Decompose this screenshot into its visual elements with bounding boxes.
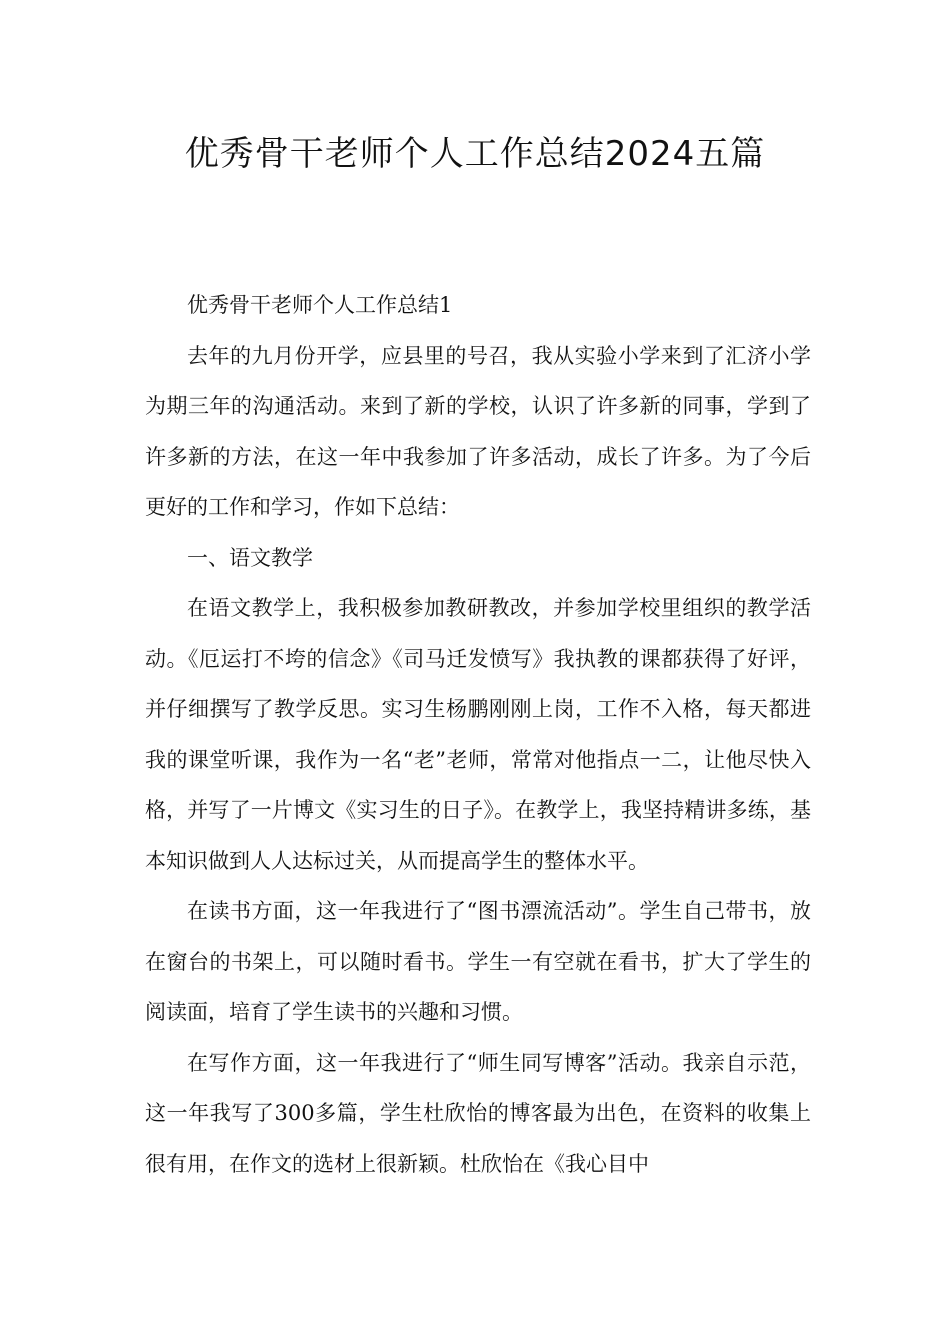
document-title: 优秀骨干老师个人工作总结2024五篇 (184, 134, 766, 174)
paragraph: 在语文教学上，我积极参加教研教改，并参加学校里组织的教学活动。《厄运打不垮的信念》《司马迁发愤写》我执教的课都获得了好评，并仔细撰写了教学反思。实习生杨鹏刚刚上岗，工作不入格，每天都进我的课堂听课，我作为一名“老”老师，常常对他指点一二，让他尽快入格，并写了一片博文《实习生的日子》。在教学上，我坚持精讲多练，基本知识做到人人达标过关，从而提高学生的整体水平。 (145, 596, 811, 873)
paragraph: 在读书方面，这一年我进行了“图书漂流活动”。学生自己带书，放在窗台的书架上，可以随时看书。学生一有空就在看书，扩大了学生的阅读面，培育了学生读书的兴趣和习惯。 (145, 899, 811, 1024)
paragraph: 在写作方面，这一年我进行了“师生同写博客”活动。我亲自示范，这一年我写了300多篇，学生杜欣怡的博客最为出色，在资料的收集上很有用，在作文的选材上很新颖。杜欣怡在《我心目中 (145, 1050, 811, 1176)
section-heading: 优秀骨干老师个人工作总结1 (187, 293, 453, 317)
paragraph: 去年的九月份开学，应县里的号召，我从实验小学来到了汇济小学为期三年的沟通活动。来到了新的学校，认识了许多新的同事，学到了许多新的方法，在这一年中我参加了许多活动，成长了许多。为了今后更好的工作和学习，作如下总结： (145, 343, 811, 519)
document-body (145, 280, 811, 1189)
subsection-heading: 一、语文教学 (187, 545, 313, 570)
